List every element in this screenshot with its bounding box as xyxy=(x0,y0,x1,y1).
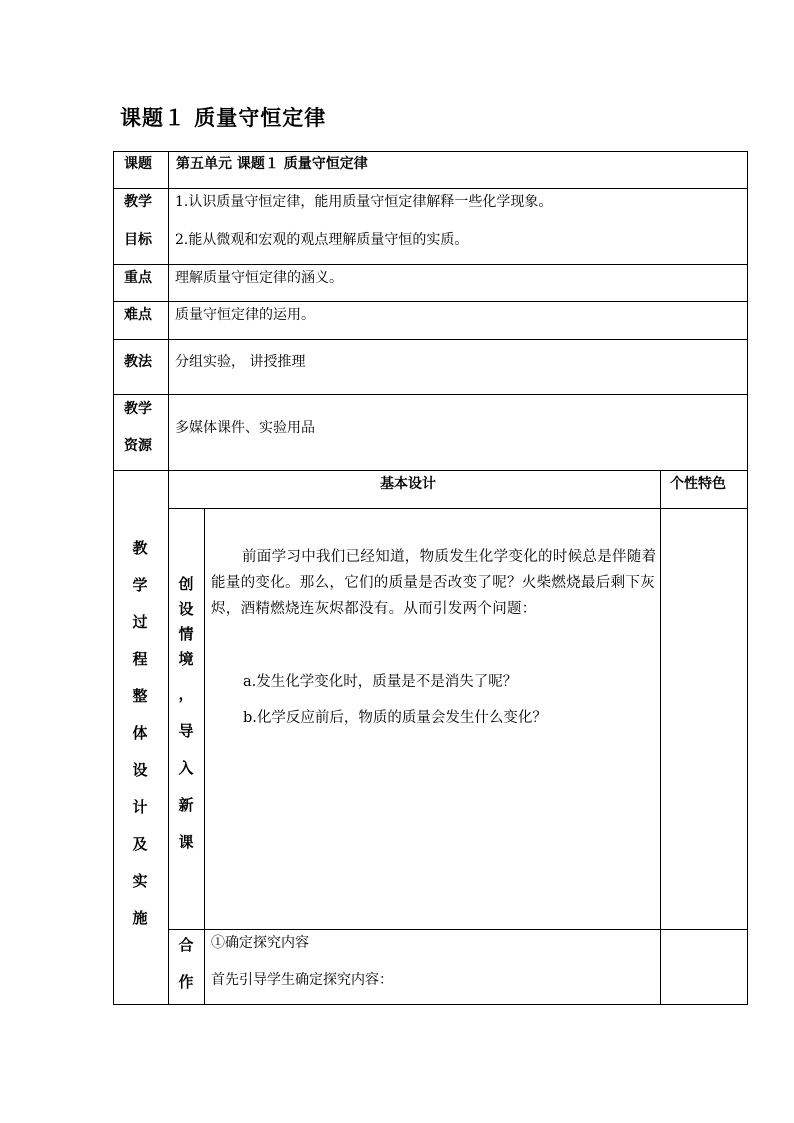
side-char: 整 xyxy=(132,687,148,705)
topic-value: 第五单元 课题１ 质量守恒定律 xyxy=(176,156,368,172)
goal-item-2: 2.能从微观和宏观的观点理解质量守恒的实质。 xyxy=(175,232,469,248)
header-basic-design: 基本设计 xyxy=(380,476,436,492)
side-char: 实 xyxy=(132,872,148,890)
document-title: 课题１ 质量守恒定律 xyxy=(120,105,327,130)
section1-char: ， xyxy=(178,685,194,703)
side-char: 教 xyxy=(132,539,148,557)
section1-char: 课 xyxy=(178,833,194,851)
side-char: 设 xyxy=(132,761,148,779)
method-label: 教法 xyxy=(124,354,152,370)
section1-question-a: a.发生化学变化时，质量是不是消失了呢？ xyxy=(243,674,518,690)
header-personal-feature: 个性特色 xyxy=(670,476,726,492)
resources-label-1: 教学 xyxy=(124,401,152,417)
topic-label: 课题 xyxy=(124,156,152,172)
side-char: 施 xyxy=(132,909,148,927)
side-char: 体 xyxy=(132,724,148,742)
side-char: 学 xyxy=(132,576,148,594)
section1-char: 导 xyxy=(178,722,194,740)
goal-item-1: 1.认识质量守恒定律，能用质量守恒定律解释一些化学现象。 xyxy=(175,194,553,210)
resources-label-2: 资源 xyxy=(124,438,152,454)
section1-question-b: b.化学反应前后，物质的质量会发生什么变化？ xyxy=(243,710,547,726)
goals-label-1: 教学 xyxy=(124,194,152,210)
section1-char: 入 xyxy=(178,759,194,777)
section2-char: 作 xyxy=(178,973,194,991)
side-char: 计 xyxy=(132,798,148,816)
section1-char: 设 xyxy=(178,600,194,618)
side-char: 过 xyxy=(132,613,148,631)
key-point-value: 理解质量守恒定律的涵义。 xyxy=(175,270,343,286)
method-value: 分组实验， 讲授推理 xyxy=(175,354,306,370)
resources-value: 多媒体课件、实验用品 xyxy=(175,420,315,436)
section1-intro: 前面学习中我们已经知道，物质发生化学变化的时候总是伴随着能量的变化。那么，它们的质量是否改变了呢？火柴燃烧最后剩下灰烬，酒精燃烧连灰烬都没有。从而引发两个问题： xyxy=(211,549,657,617)
section2-line-1: ①确定探究内容 xyxy=(211,935,309,951)
side-char: 及 xyxy=(132,835,148,853)
section1-char: 境 xyxy=(178,650,194,668)
section1-char: 新 xyxy=(178,796,194,814)
section2-line-2: 首先引导学生确定探究内容： xyxy=(211,972,393,988)
section2-char: 合 xyxy=(178,936,194,954)
section1-char: 情 xyxy=(178,625,194,643)
section1-char: 创 xyxy=(178,575,194,593)
side-char: 程 xyxy=(132,650,148,668)
goals-label-2: 目标 xyxy=(124,232,152,248)
key-point-label: 重点 xyxy=(124,270,152,286)
difficulty-label: 难点 xyxy=(124,307,152,323)
difficulty-value: 质量守恒定律的运用。 xyxy=(175,307,315,323)
